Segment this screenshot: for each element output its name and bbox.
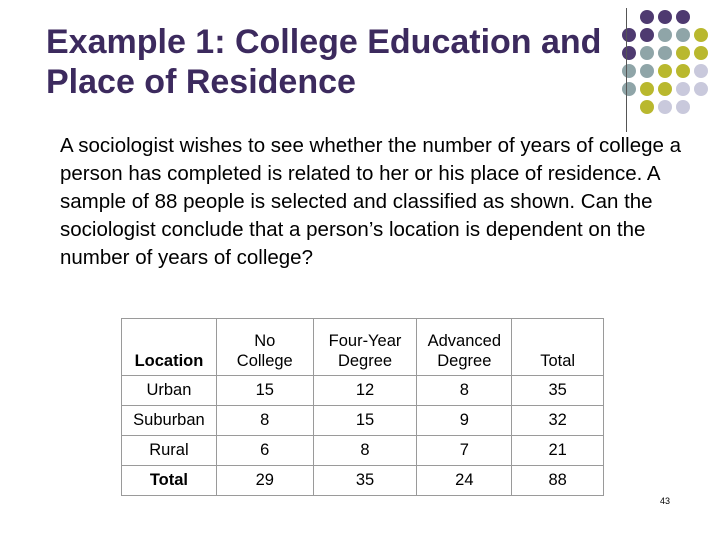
row-label: Urban bbox=[122, 376, 217, 406]
dot bbox=[694, 46, 708, 60]
row-label: Suburban bbox=[122, 406, 217, 436]
dot bbox=[676, 46, 690, 60]
row-label: Rural bbox=[122, 436, 217, 466]
dot bbox=[658, 64, 672, 78]
table-cell: 9 bbox=[417, 406, 512, 436]
title-line-2: Place of Residence bbox=[46, 63, 356, 101]
title-line-1: Example 1: College Education and bbox=[46, 23, 602, 61]
dot bbox=[676, 10, 690, 24]
dot bbox=[694, 82, 708, 96]
table-cell: 35 bbox=[512, 376, 604, 406]
slide-title bbox=[46, 22, 636, 102]
dot bbox=[658, 82, 672, 96]
dot bbox=[640, 82, 654, 96]
dot bbox=[676, 100, 690, 114]
table-cell: 8 bbox=[417, 376, 512, 406]
table-cell: 35 bbox=[313, 466, 417, 496]
header-no-college: No College bbox=[216, 319, 313, 376]
contingency-table bbox=[121, 318, 604, 496]
table-cell: 7 bbox=[417, 436, 512, 466]
dot bbox=[640, 100, 654, 114]
dot bbox=[658, 10, 672, 24]
problem-statement: A sociologist wishes to see whether the number of years of college a person has completed is related to her or his place of residence. A sample of 88 people is selected and classified as shown. Can the sociologist conclude that a person’s location is dependent on the number of years of college? bbox=[60, 134, 682, 269]
table-row bbox=[122, 376, 604, 406]
header-location: Location bbox=[122, 319, 217, 376]
page-number: 43 bbox=[660, 496, 671, 506]
row-label: Total bbox=[122, 466, 217, 496]
dot bbox=[658, 100, 672, 114]
table-cell: 15 bbox=[313, 406, 417, 436]
dot bbox=[694, 28, 708, 42]
dot bbox=[676, 64, 690, 78]
header-total: Total bbox=[512, 319, 604, 376]
dot bbox=[694, 64, 708, 78]
dot bbox=[640, 28, 654, 42]
table-cell: 29 bbox=[216, 466, 313, 496]
dot bbox=[640, 64, 654, 78]
table-cell: 21 bbox=[512, 436, 604, 466]
dot bbox=[640, 10, 654, 24]
table-total-row bbox=[122, 466, 604, 496]
dot bbox=[658, 28, 672, 42]
header-four-year-degree: Four-Year Degree bbox=[313, 319, 417, 376]
table-cell: 8 bbox=[313, 436, 417, 466]
dot bbox=[676, 82, 690, 96]
table-cell: 15 bbox=[216, 376, 313, 406]
dot bbox=[676, 28, 690, 42]
table-row bbox=[122, 436, 604, 466]
dot bbox=[658, 46, 672, 60]
dot bbox=[640, 46, 654, 60]
table-row bbox=[122, 406, 604, 436]
table-cell: 88 bbox=[512, 466, 604, 496]
table-cell: 12 bbox=[313, 376, 417, 406]
table-cell: 6 bbox=[216, 436, 313, 466]
table-cell: 32 bbox=[512, 406, 604, 436]
table-cell: 24 bbox=[417, 466, 512, 496]
header-advanced-degree: Advanced Degree bbox=[417, 319, 512, 376]
table-cell: 8 bbox=[216, 406, 313, 436]
table-header-row bbox=[122, 319, 604, 376]
